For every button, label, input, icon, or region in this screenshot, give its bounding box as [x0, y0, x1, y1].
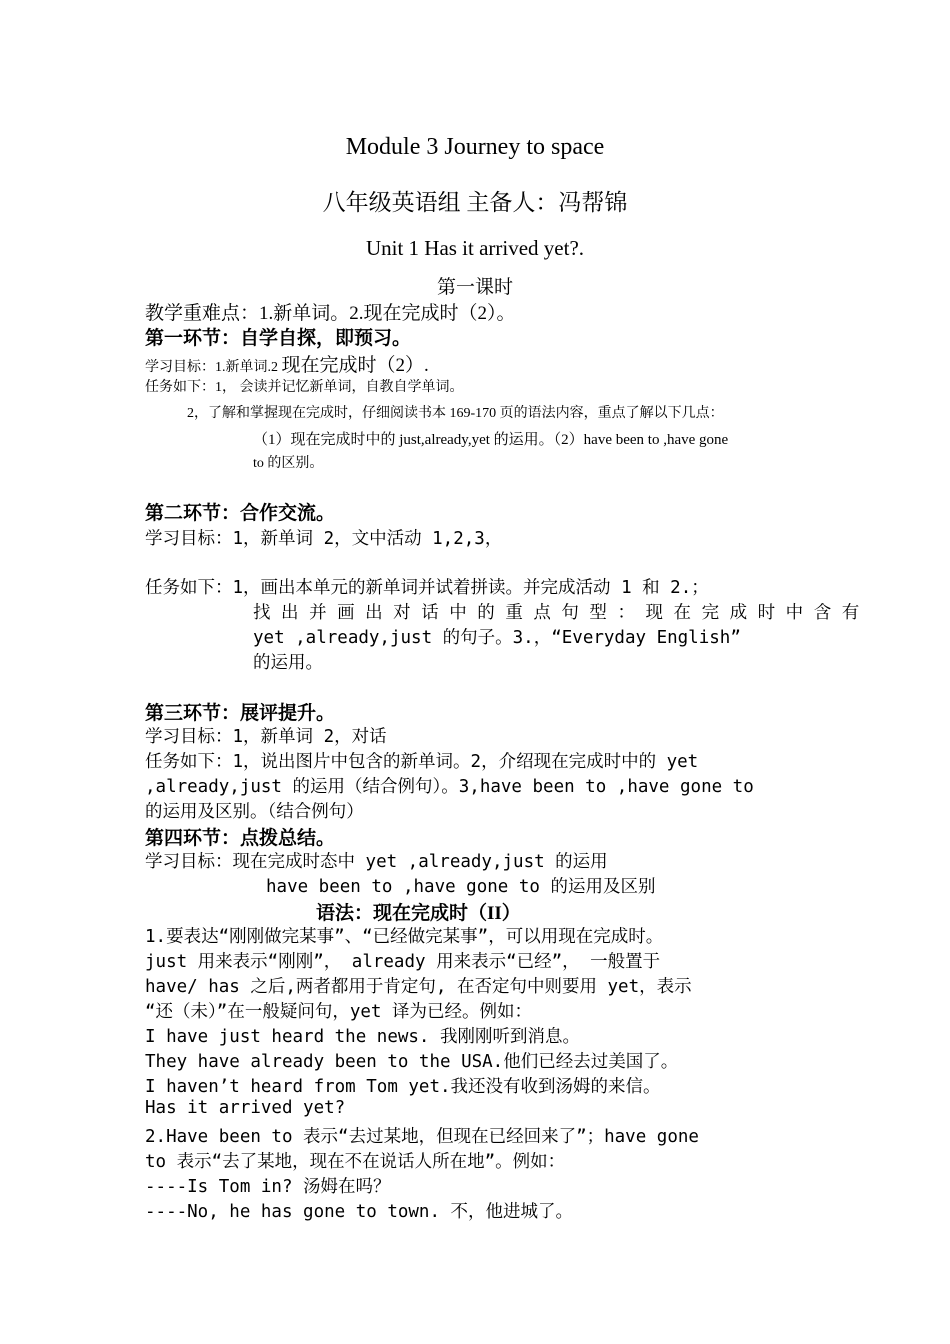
section1-goal-suffix: 现在完成时（2）. — [281, 355, 429, 376]
grammar-example-4: Has it arrived yet? — [145, 1098, 346, 1118]
grammar-p1-line1: 1.要表达“刚刚做完某事”、“已经做完某事”，可以用现在完成时。 — [145, 927, 664, 947]
section1-goal-prefix: 学习目标：1.新单词.2 — [145, 360, 282, 375]
section2-task-line4: 的运用。 — [253, 653, 323, 673]
section2-goal: 学习目标：1，新单词 2，文中活动 1,2,3， — [145, 529, 503, 549]
section2-heading: 第二环节：合作交流。 — [145, 503, 336, 524]
section1-task2b: to 的区别。 — [253, 456, 324, 471]
section2-task-line1: 任务如下：1，画出本单元的新单词并试着拼读。并完成活动 1 和 2.； — [145, 578, 709, 598]
grammar-p2-line1: 2.Have been to 表示“去过某地，但现在已经回来了”；have gone — [145, 1127, 699, 1147]
section4-heading: 第四环节：点拨总结。 — [145, 828, 336, 849]
section1-task1: 任务如下：1， 会读并记忆新单词，自教自学单词。 — [145, 380, 464, 395]
grammar-p1-line2: just 用来表示“刚刚”， already 用来表示“已经”， 一般置于 — [145, 952, 661, 972]
section4-goal-line1: 学习目标：现在完成时态中 yet ,already,just 的运用 — [145, 852, 608, 872]
section3-task-line1: 任务如下：1，说出图片中包含的新单词。2，介绍现在完成时中的 yet — [145, 752, 699, 772]
section3-goal: 学习目标：1，新单词 2，对话 — [145, 727, 387, 747]
section1-goal — [145, 350, 429, 377]
grammar-p1-line4: “还（未）”在一般疑问句，yet 译为已经。例如： — [145, 1002, 532, 1022]
module-title: Module 3 Journey to space — [345, 134, 605, 160]
group-line: 八年级英语组 主备人：冯帮锦 — [322, 190, 628, 215]
section4-goal-line2: have been to ,have gone to 的运用及区别 — [266, 877, 656, 897]
section2-task-line3: yet ,already,just 的句子。3.，“Everyday English” — [253, 628, 741, 648]
grammar-example-2: They have already been to the USA.他们已经去过美国了。 — [145, 1052, 679, 1072]
section3-task-line3: 的运用及区别。（结合例句） — [145, 802, 364, 822]
grammar-example-3: I haven’t heard from Tom yet.我还没有收到汤姆的来信。 — [145, 1077, 661, 1097]
grammar-example-6: ----No, he has gone to town. 不，他进城了。 — [145, 1202, 574, 1222]
key-points: 教学重难点：1.新单词。2.现在完成时（2）。 — [145, 303, 516, 324]
section1-heading: 第一环节：自学自探，即预习。 — [145, 328, 412, 349]
section3-task-line2: ,already,just 的运用（结合例句）。3,have been to ,have gone to — [145, 777, 754, 797]
section3-heading: 第三环节：展评提升。 — [145, 703, 336, 724]
grammar-example-1: I have just heard the news. 我刚刚听到消息。 — [145, 1027, 581, 1047]
grammar-p2-line2: to 表示“去了某地，现在不在说话人所在地”。例如： — [145, 1152, 566, 1172]
lesson-label: 第一课时 — [436, 277, 513, 298]
section1-task2a: （1）现在完成时中的 just,already,yet 的运用。（2）have been to ,have gone — [253, 432, 729, 448]
grammar-heading: 语法：现在完成时（II） — [316, 903, 521, 924]
section1-task2: 2，了解和掌握现在完成时，仔细阅读书本 169-170 页的语法内容，重点了解以下几点： — [187, 406, 724, 421]
grammar-p1-line3: have/ has 之后,两者都用于肯定句, 在否定句中则要用 yet，表示 — [145, 977, 692, 997]
section2-task-line2: 找 出 并 画 出 对 话 中 的 重 点 句 型 ： 现 在 完 成 时 中 含 有 — [253, 603, 860, 623]
unit-title: Unit 1 Has it arrived yet?. — [365, 236, 585, 260]
grammar-example-5: ----Is Tom in? 汤姆在吗？ — [145, 1177, 391, 1197]
